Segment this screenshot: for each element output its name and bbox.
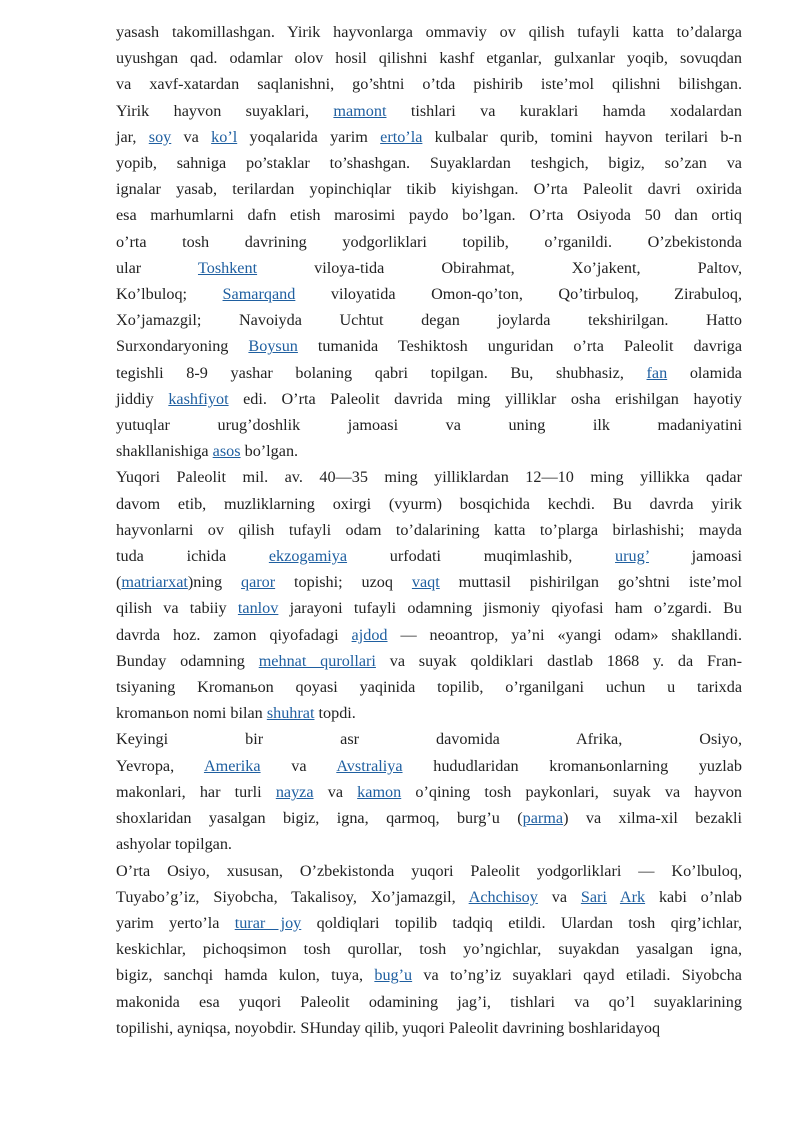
paragraph (116, 464, 742, 726)
text-run: Yuqori Paleolit mil. av. 40—35 ming yilliklardan 12—10 ming yillikka qadar (116, 468, 742, 487)
text-line (116, 98, 742, 124)
text-run: tsiyaning Kromanьon qoyasi yaqinida topilib, o’rganilgani uchun u tarixda (116, 678, 742, 697)
text-run: muttasil pishirilgan go’shtni iste’mol (439, 573, 742, 592)
text-line (116, 989, 742, 1015)
text-run: olamida (667, 363, 742, 382)
hyperlink[interactable]: erto’la (380, 127, 423, 146)
text-line (116, 648, 742, 674)
text-line (116, 674, 742, 700)
text-run: yoqalarida yarim (237, 127, 381, 146)
text-line (116, 464, 742, 490)
text-run: uyushgan qad. odamlar olov hosil qilishni kashf etganlar, gulxanlar yoqib, sovuqdan (116, 49, 742, 68)
text-run: bigiz, sanchqi hamda kulon, tuya, (116, 966, 375, 985)
text-line (116, 281, 742, 307)
text-run: Yevropa, (116, 756, 204, 775)
paragraph (116, 19, 742, 464)
text-run: yutuqlar urug’doshlik jamoasi va uning ilk madaniyatini (116, 416, 742, 435)
text-run: ashyolar topilgan. (116, 835, 232, 854)
text-run: va (313, 782, 358, 801)
text-line (116, 19, 742, 45)
text-run: qilish va tabiiy (116, 599, 238, 618)
text-line (116, 386, 742, 412)
hyperlink[interactable]: Toshkent (197, 258, 258, 277)
text-run: ignalar yasab, terilardan yopinchiqlar tikib kiyishgan. O’rta Paleolit davri oxirida (116, 180, 742, 199)
text-run: va (537, 887, 581, 906)
text-line (116, 622, 742, 648)
text-run: kulbalar qurib, tomini hayvon terilari b-n (422, 127, 742, 146)
text-line (116, 543, 742, 569)
hyperlink[interactable]: Avstraliya (336, 756, 403, 775)
text-run: shakllanishiga (116, 442, 213, 461)
text-line (116, 202, 742, 228)
text-run: jiddiy (116, 389, 169, 408)
text-run: Ko’lbuloq; (116, 285, 223, 304)
text-run: va suyak qoldiklari dastlab 1868 y. da Fran- (375, 651, 743, 670)
hyperlink[interactable]: Amerika (203, 756, 261, 775)
hyperlink[interactable]: Sari (580, 887, 607, 906)
text-line (116, 333, 742, 359)
text-run: ) va xilma-xil bezakli (563, 809, 742, 828)
text-line (116, 150, 742, 176)
text-run: o’qining tosh paykonlari, suyak va hayvon (401, 782, 743, 801)
hyperlink[interactable]: qaror (240, 573, 276, 592)
text-run: tumanida Teshiktosh unguridan o’rta Paleolit davriga (297, 337, 743, 356)
hyperlink[interactable]: ko’l (211, 127, 238, 146)
text-line (116, 229, 742, 255)
hyperlink[interactable]: matriarxat (121, 573, 188, 592)
text-run: makonlari, har turli (116, 782, 276, 801)
text-line (116, 805, 742, 831)
text-line (116, 910, 742, 936)
paragraph (116, 858, 742, 1041)
hyperlink[interactable]: fan (646, 363, 668, 382)
text-run: kabi o’nlab (645, 887, 743, 906)
text-line (116, 517, 742, 543)
text-line (116, 45, 742, 71)
text-run: viloyatida Omon-qo’ton, Qo’tirbuloq, Zirabuloq, (295, 285, 742, 304)
text-run: davrda hoz. zamon qiyofadagi (116, 625, 352, 644)
text-run: O’rta Osiyo, xususan, O’zbekistonda yuqori Paleolit yodgorliklari — Ko’lbuloq, (116, 861, 742, 880)
text-run: va (171, 127, 212, 146)
text-run: davom etib, muzliklarning oxirgi (vyurm) bosqichida kechdi. Bu davrda yirik (116, 494, 742, 513)
text-line (116, 124, 742, 150)
hyperlink[interactable]: soy (148, 127, 172, 146)
text-run: tuda ichida (116, 547, 269, 566)
text-line (116, 412, 742, 438)
text-run: Tuyabo’g’iz, Siyobcha, Takalisoy, Xo’jamazgil, (116, 887, 469, 906)
text-run: va xavf-xatardan saqlanishni, go’shtni o’tda pishirib iste’mol qilishni bilishgan. (116, 75, 742, 94)
text-line (116, 438, 742, 464)
text-run: urfodati muqimlashib, (347, 547, 616, 566)
text-run: yasash takomillashgan. Yirik hayvonlarga ommaviy ov qilish tufayli katta to’dalarga (116, 23, 742, 41)
text-run: esa marhumlarni dafn etish marosimi paydo bo’lgan. O’rta Osiyoda 50 dan ortiq (116, 206, 742, 225)
hyperlink[interactable]: mehnat qurollari (258, 651, 376, 670)
text-line (116, 1015, 742, 1041)
text-run: Keyingi bir asr davomida Afrika, Osiyo, (116, 730, 742, 749)
text-run (607, 888, 620, 906)
hyperlink[interactable]: ekzogamiya (268, 547, 348, 566)
text-run: Surxondaryoning (116, 337, 249, 356)
hyperlink[interactable]: Boysun (248, 337, 298, 356)
text-line (116, 779, 742, 805)
hyperlink[interactable]: shuhrat (266, 704, 315, 723)
hyperlink[interactable]: turar joy (234, 913, 302, 932)
text-run: )ning (187, 573, 241, 592)
text-run: topdi. (314, 704, 356, 723)
text-run: o’rta tosh davrining yodgorliklari topilib, o’rganildi. O’zbekistonda (116, 232, 742, 251)
text-run: ( (116, 573, 122, 592)
text-line (116, 858, 742, 884)
text-run: hayvonlarni ov qilish tufayli odam to’dalarining katta to’plarga birlashishi; mayda (116, 520, 742, 539)
text-run: Yirik hayvon suyaklari, (116, 101, 334, 120)
text-run: bo’lgan. (240, 442, 299, 461)
text-run: shoxlaridan yasalgan bigiz, igna, qarmoq, burg’u ( (116, 809, 523, 828)
text-line (116, 491, 742, 517)
text-line (116, 962, 742, 988)
text-run: Xo’jamazgil; Navoiyda Uchtut degan joylarda tekshirilgan. Hatto (116, 311, 742, 330)
hyperlink[interactable]: parma (522, 809, 564, 828)
text-line (116, 884, 742, 910)
text-line (116, 569, 742, 595)
text-line (116, 176, 742, 202)
text-run: yarim yerto’la (116, 913, 235, 932)
text-line (116, 753, 742, 779)
text-line (116, 700, 742, 726)
text-run: tegishli 8-9 yashar bolaning qabri topilgan. Bu, shubhasiz, (116, 363, 647, 382)
text-run: jarayoni tufayli odamning jismoniy qiyofasi ham o’zgardi. Bu (278, 599, 742, 618)
text-line (116, 307, 742, 333)
text-line (116, 726, 742, 752)
text-run: jar, (116, 127, 149, 146)
hyperlink[interactable]: ajdod (351, 625, 388, 644)
text-run: viloya-tida Obirahmat, Xo’jakent, Paltov, (257, 258, 742, 277)
text-run: va to’ng’iz suyaklari qayd etiladi. Siyobcha (412, 966, 742, 985)
hyperlink[interactable]: nayza (275, 782, 314, 801)
hyperlink[interactable]: mamont (333, 101, 387, 120)
text-run: keskichlar, pichoqsimon tosh qurollar, tosh yo’ngichlar, suyakdan yasalgan igna, (116, 940, 742, 959)
text-run: topilishi, ayniqsa, noyobdir. SHunday qilib, yuqori Paleolit davrining boshlaridayoq (116, 1018, 661, 1037)
text-line (116, 595, 742, 621)
hyperlink[interactable]: bug’u (374, 966, 413, 985)
hyperlink[interactable]: vaqt (411, 573, 440, 592)
hyperlink[interactable]: kashfiyot (168, 389, 229, 408)
text-line (116, 360, 742, 386)
text-run: topishi; uzoq (275, 573, 412, 592)
text-run: tishlari va kuraklari hamda xodalardan (386, 101, 742, 120)
text-run: makonida esa yuqori Paleolit odamining jag’i, tishlari va qo’l suyaklarining (116, 992, 742, 1011)
hyperlink[interactable]: Achchisoy (468, 887, 538, 906)
hyperlink[interactable]: tanlov (237, 599, 279, 618)
text-run: edi. O’rta Paleolit davrida ming yilliklar osha erishilgan hayotiy (228, 389, 742, 408)
text-run: — neoantrop, ya’ni «yangi odam» shakllandi. (387, 625, 742, 644)
text-line (116, 936, 742, 962)
text-run: Bunday odamning (116, 651, 259, 670)
text-run: qoldiqlari topilib tadqiq etildi. Ulardan tosh qirg’ichlar, (301, 913, 742, 932)
hyperlink[interactable]: Samarqand (222, 285, 296, 304)
paragraph (116, 726, 742, 857)
text-line (116, 71, 742, 97)
text-line (116, 831, 742, 857)
text-run: ular (116, 258, 198, 277)
text-run: yopib, sahniga po’staklar to’shashgan. Suyaklardan teshgich, bigiz, so’zan va (116, 154, 742, 173)
hyperlink[interactable]: urug’ (615, 547, 649, 566)
hyperlink[interactable]: Ark (619, 887, 646, 906)
text-run: hududlaridan kromanьonlarning yuzlab (402, 756, 742, 775)
text-run: kromanьon nomi bilan (116, 704, 267, 723)
hyperlink[interactable]: asos (212, 442, 241, 461)
text-run: jamoasi (648, 547, 742, 566)
text-line (116, 255, 742, 281)
text-run: va (260, 756, 337, 775)
hyperlink[interactable]: kamon (357, 782, 402, 801)
